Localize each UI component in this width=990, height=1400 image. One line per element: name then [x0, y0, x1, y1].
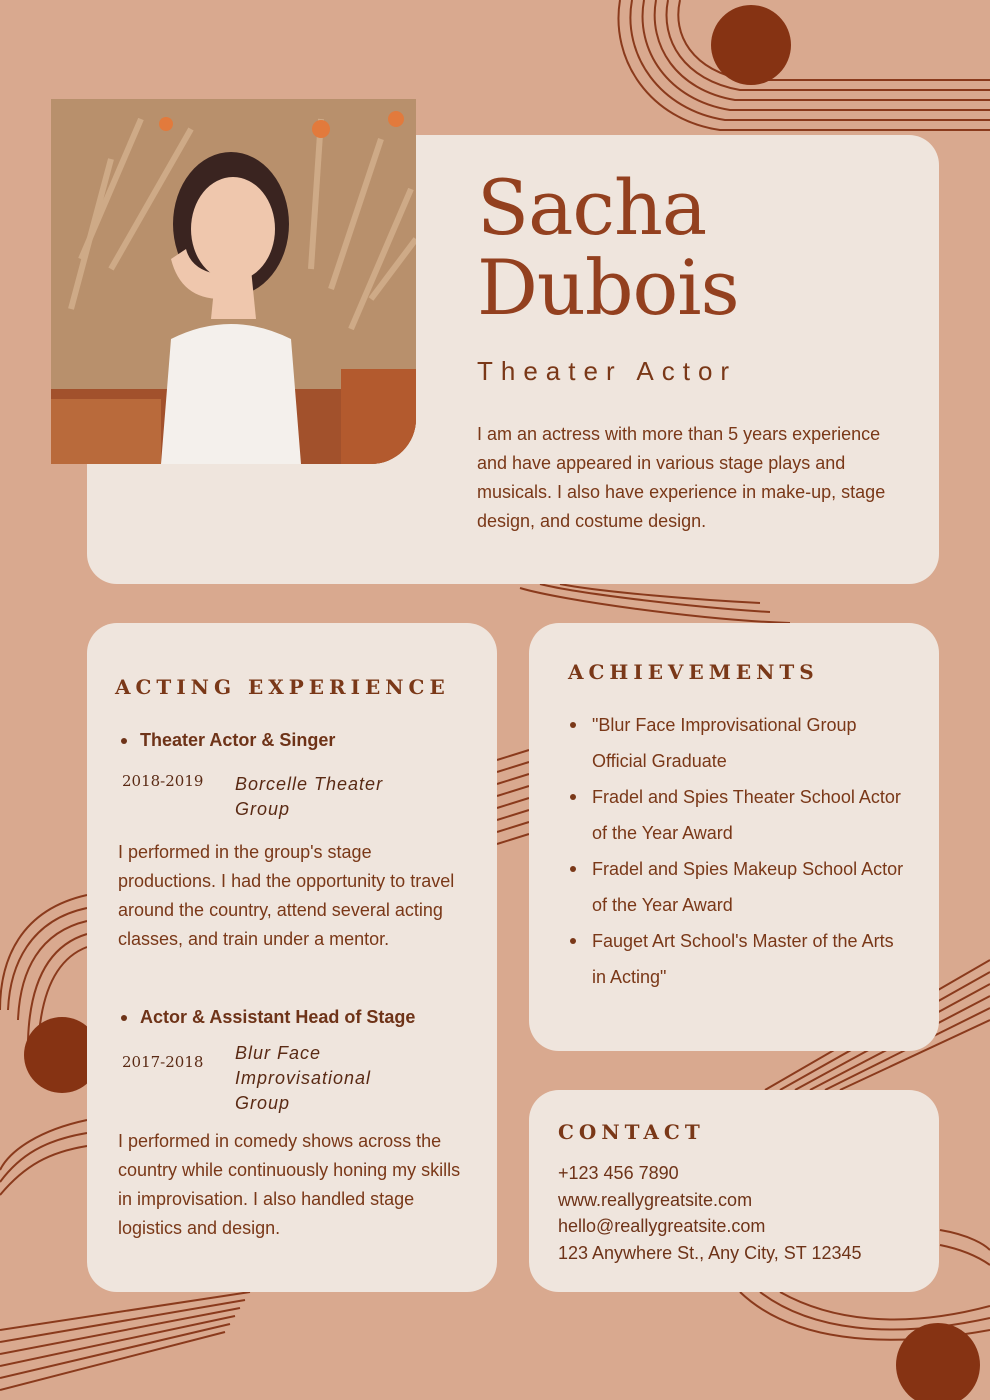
job-years: 2017-2018	[122, 1053, 204, 1071]
job-title: Theater Actor & Singer	[118, 730, 478, 751]
job-entry	[118, 1007, 478, 1238]
achievement-item: Fradel and Spies Theater School Actor of the Year Award	[568, 779, 908, 851]
contact-phone: +123 456 7890	[558, 1163, 679, 1183]
job-description: I performed in the group's stage productions. I had the opportunity to travel around the country, attend several acting classes, and train under a mentor.	[118, 842, 455, 949]
job-years: 2018-2019	[122, 772, 204, 790]
name-last: Dubois	[477, 243, 739, 332]
name-first: Sacha	[477, 163, 707, 252]
achievement-item: Fauget Art School's Master of the Arts in Acting"	[568, 923, 908, 995]
profile-photo	[51, 99, 416, 464]
contact-website: www.reallygreatsite.com	[558, 1189, 753, 1210]
contact-email: hello@reallygreatsite.com	[558, 1216, 766, 1236]
contact-address: 123 Anywhere St., Any City, ST 12345	[558, 1242, 862, 1263]
achievements-list	[568, 707, 908, 995]
experience-title: ACTING EXPERIENCE	[115, 675, 450, 699]
person-name	[477, 163, 739, 332]
job-title: Actor & Assistant Head of Stage	[118, 1007, 478, 1028]
job-description: I performed in comedy shows across the country while continuously honing my skills in improvisation. I also handled stage logistics and design.	[118, 1131, 461, 1238]
achievements-title: ACHIEVEMENTS	[568, 660, 819, 684]
achievement-item: "Blur Face Improvisational Group Official Graduate	[568, 707, 908, 779]
job-organization: Blur Face Improvisational Group	[235, 1043, 372, 1113]
contact-title: CONTACT	[558, 1120, 705, 1144]
contact-details	[558, 1160, 862, 1266]
role-title: Theater Actor	[477, 356, 738, 386]
job-entry	[118, 730, 478, 949]
job-organization: Borcelle Theater Group	[235, 774, 384, 819]
achievement-item: Fradel and Spies Makeup School Actor of the Year Award	[568, 851, 908, 923]
profile-summary: I am an actress with more than 5 years experience and have appeared in various stage plays and musicals. I also have experience in make-up, stage design, and costume design.	[477, 424, 886, 531]
